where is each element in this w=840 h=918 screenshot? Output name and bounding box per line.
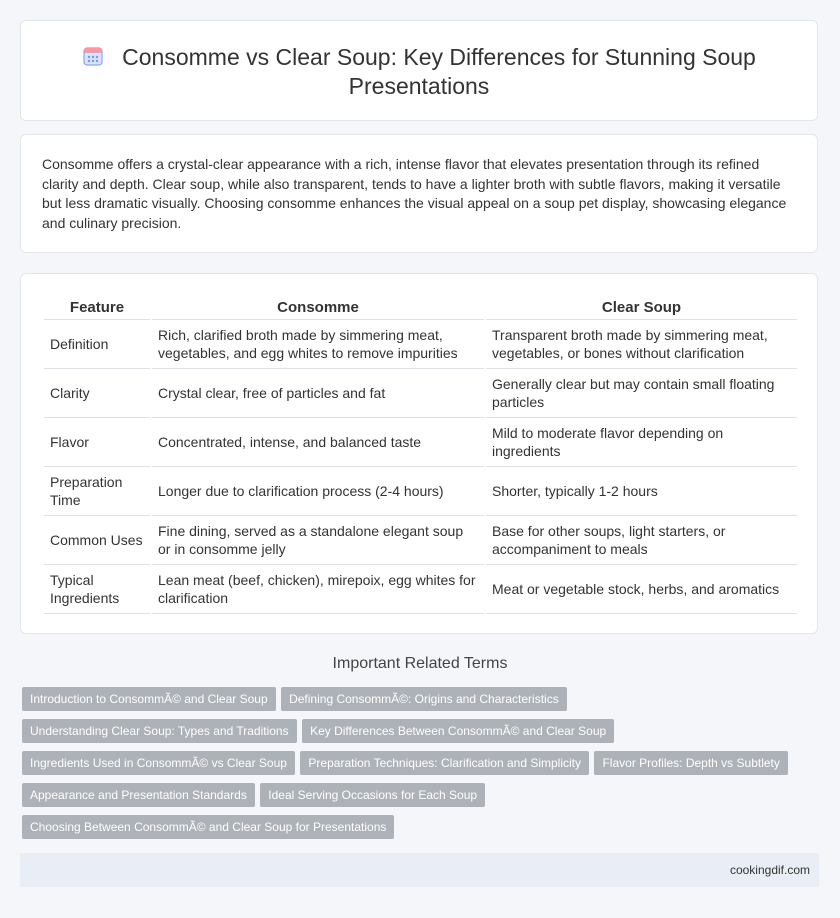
related-term-tag[interactable]: Introduction to ConsommÃ© and Clear Soup: [22, 687, 276, 711]
feature-cell: Preparation Time: [44, 467, 150, 516]
related-terms-title: Important Related Terms: [332, 655, 508, 672]
footer-site-link[interactable]: cookingdif.com: [729, 863, 810, 877]
consomme-cell: Fine dining, served as a standalone elegant soup or in consomme jelly: [152, 516, 484, 565]
related-term-tag[interactable]: Key Differences Between ConsommÃ© and Clear Soup: [302, 719, 614, 743]
consomme-cell: Rich, clarified broth made by simmering meat, vegetables, and egg whites to remove impurities: [152, 320, 484, 369]
related-term-tag[interactable]: Understanding Clear Soup: Types and Traditions: [22, 719, 297, 743]
feature-cell: Common Uses: [44, 516, 150, 565]
intro-card: [20, 134, 818, 253]
feature-cell: Definition: [44, 320, 150, 369]
consomme-cell: Lean meat (beef, chicken), mirepoix, egg whites for clarification: [152, 565, 484, 614]
table-row: [44, 369, 797, 418]
related-term-tag[interactable]: Appearance and Presentation Standards: [22, 783, 255, 807]
clear-soup-cell: Transparent broth made by simmering meat, vegetables, or bones without clarification: [486, 320, 797, 369]
related-terms-list: [22, 687, 802, 847]
feature-cell: Typical Ingredients: [44, 565, 150, 614]
comparison-table: [42, 295, 799, 614]
header-clear-soup: Clear Soup: [486, 295, 797, 320]
table-row: [44, 467, 797, 516]
table-row: [44, 565, 797, 614]
header-card: [20, 20, 818, 121]
clear-soup-cell: Mild to moderate flavor depending on ingredients: [486, 418, 797, 467]
table-header-row: [44, 295, 797, 320]
intro-paragraph: Consomme offers a crystal-clear appearance with a rich, intense flavor that elevates presentation through its refined clarity and depth. Clear soup, while also transparent, tends to have a lighter broth with subtle flavors, making it versatile but less dramatic visually. Choosing consomme enhances the visual appeal on a soup pet display, showcasing elegance and culinary precision.: [42, 156, 787, 231]
related-term-tag[interactable]: Ideal Serving Occasions for Each Soup: [260, 783, 485, 807]
table-row: [44, 516, 797, 565]
feature-cell: Flavor: [44, 418, 150, 467]
consomme-cell: Crystal clear, free of particles and fat: [152, 369, 484, 418]
clear-soup-cell: Meat or vegetable stock, herbs, and aromatics: [486, 565, 797, 614]
table-row: [44, 418, 797, 467]
consomme-cell: Longer due to clarification process (2-4 hours): [152, 467, 484, 516]
related-term-tag[interactable]: Ingredients Used in ConsommÃ© vs Clear Soup: [22, 751, 295, 775]
related-term-tag[interactable]: Preparation Techniques: Clarification and Simplicity: [300, 751, 589, 775]
footer: [20, 853, 819, 887]
table-row: [44, 320, 797, 369]
related-term-tag[interactable]: Choosing Between ConsommÃ© and Clear Soup for Presentations: [22, 815, 394, 839]
clear-soup-cell: Generally clear but may contain small floating particles: [486, 369, 797, 418]
comparison-card: [20, 273, 818, 634]
consomme-cell: Concentrated, intense, and balanced taste: [152, 418, 484, 467]
clear-soup-cell: Base for other soups, light starters, or accompaniment to meals: [486, 516, 797, 565]
related-term-tag[interactable]: Flavor Profiles: Depth vs Subtlety: [594, 751, 787, 775]
calendar-icon: [82, 45, 104, 67]
related-term-tag[interactable]: Defining ConsommÃ©: Origins and Characteristics: [281, 687, 567, 711]
header-consomme: Consomme: [152, 295, 484, 320]
header-feature: Feature: [44, 295, 150, 320]
feature-cell: Clarity: [44, 369, 150, 418]
clear-soup-cell: Shorter, typically 1-2 hours: [486, 467, 797, 516]
page-title: Consomme vs Clear Soup: Key Differences for Stunning Soup Presentations: [122, 44, 756, 99]
page-title-container: [21, 43, 817, 101]
